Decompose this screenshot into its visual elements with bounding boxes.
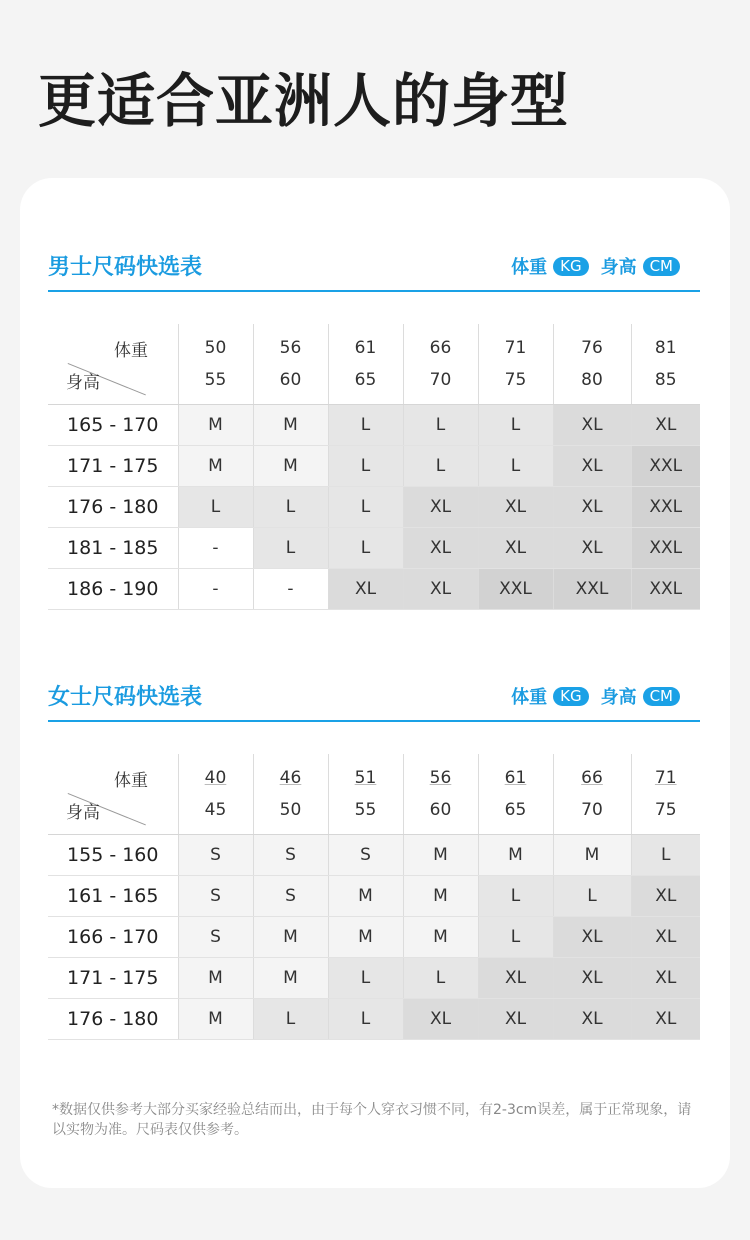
weight-range-max: 60 bbox=[279, 370, 302, 390]
weight-range-header bbox=[328, 324, 403, 405]
weight-range-min: 76 bbox=[581, 338, 603, 358]
size-cell: M bbox=[328, 917, 403, 958]
height-unit-label: 身高 bbox=[600, 687, 637, 708]
size-cell: XL bbox=[478, 528, 553, 569]
corner-height-label: 身高 bbox=[66, 373, 100, 393]
weight-range-min: 56 bbox=[279, 338, 302, 358]
size-table-row bbox=[48, 528, 700, 569]
weight-range-max: 85 bbox=[654, 370, 677, 390]
weight-range-header bbox=[253, 754, 328, 835]
weight-range-max: 70 bbox=[581, 800, 603, 820]
women-size-table bbox=[48, 754, 700, 1040]
size-table-row bbox=[48, 958, 700, 999]
size-cell: S bbox=[253, 835, 328, 876]
weight-range-header bbox=[631, 754, 700, 835]
corner-diagonal-label bbox=[48, 754, 176, 834]
weight-range-header bbox=[403, 324, 478, 405]
weight-range-max: 80 bbox=[581, 370, 603, 390]
height-range-cell: 165 - 170 bbox=[48, 405, 178, 446]
size-cell: XL bbox=[631, 917, 700, 958]
weight-range-min: 71 bbox=[504, 338, 527, 358]
weight-range-min: 66 bbox=[581, 768, 603, 788]
size-cell: M bbox=[253, 405, 328, 446]
weight-range-min: 61 bbox=[354, 338, 377, 358]
men-section-header bbox=[48, 248, 700, 292]
size-cell: L bbox=[478, 876, 553, 917]
weight-range-max: 70 bbox=[429, 370, 452, 390]
weight-range-header bbox=[631, 324, 700, 405]
corner-diagonal-label bbox=[48, 324, 176, 404]
size-cell: M bbox=[403, 876, 478, 917]
weight-range-max: 45 bbox=[204, 800, 227, 820]
size-cell: XL bbox=[478, 958, 553, 999]
size-table-row bbox=[48, 446, 700, 487]
size-cell: L bbox=[328, 528, 403, 569]
weight-range-header bbox=[478, 754, 553, 835]
size-cell: XL bbox=[553, 958, 631, 999]
corner-weight-label: 体重 bbox=[114, 771, 148, 791]
size-cell: S bbox=[253, 876, 328, 917]
size-cell: M bbox=[553, 835, 631, 876]
weight-range-max: 55 bbox=[354, 800, 377, 820]
size-cell: XL bbox=[403, 487, 478, 528]
size-cell: XL bbox=[553, 446, 631, 487]
size-chart-card bbox=[20, 178, 730, 1188]
size-cell: L bbox=[328, 958, 403, 999]
weight-range-max: 75 bbox=[654, 800, 677, 820]
men-size-table bbox=[48, 324, 700, 610]
size-table-row bbox=[48, 569, 700, 610]
size-cell: XL bbox=[328, 569, 403, 610]
size-cell: L bbox=[478, 917, 553, 958]
size-table-row bbox=[48, 835, 700, 876]
men-section-title: 男士尺码快选表 bbox=[48, 255, 203, 280]
weight-range-min: 40 bbox=[204, 768, 227, 788]
size-cell: L bbox=[253, 999, 328, 1040]
size-cell: L bbox=[403, 958, 478, 999]
weight-range-max: 65 bbox=[504, 800, 527, 820]
height-range-cell: 161 - 165 bbox=[48, 876, 178, 917]
size-cell: L bbox=[328, 487, 403, 528]
size-cell: M bbox=[178, 958, 253, 999]
height-range-cell: 155 - 160 bbox=[48, 835, 178, 876]
weight-unit-label: 体重 bbox=[511, 257, 548, 278]
size-cell: XXL bbox=[478, 569, 553, 610]
height-unit-label: 身高 bbox=[600, 257, 637, 278]
weight-range-max: 60 bbox=[429, 800, 452, 820]
size-cell: L bbox=[403, 446, 478, 487]
size-cell: L bbox=[478, 446, 553, 487]
men-units-legend bbox=[511, 253, 680, 279]
size-cell: M bbox=[253, 917, 328, 958]
weight-range-max: 55 bbox=[204, 370, 227, 390]
size-cell: L bbox=[328, 999, 403, 1040]
size-cell: XL bbox=[631, 876, 700, 917]
size-cell: XXL bbox=[631, 569, 700, 610]
size-cell: L bbox=[328, 405, 403, 446]
weight-range-min: 61 bbox=[504, 768, 527, 788]
weight-range-min: 56 bbox=[429, 768, 452, 788]
size-cell: M bbox=[403, 917, 478, 958]
size-table-row bbox=[48, 876, 700, 917]
size-cell: XL bbox=[631, 405, 700, 446]
weight-range-max: 65 bbox=[354, 370, 377, 390]
header-corner-cell bbox=[48, 324, 178, 405]
size-cell: S bbox=[328, 835, 403, 876]
men-size-section bbox=[48, 248, 700, 600]
size-cell: M bbox=[253, 958, 328, 999]
weight-range-header bbox=[328, 754, 403, 835]
size-cell: XL bbox=[553, 528, 631, 569]
height-range-cell: 171 - 175 bbox=[48, 958, 178, 999]
weight-range-min: 66 bbox=[429, 338, 452, 358]
weight-unit-label: 体重 bbox=[511, 687, 548, 708]
size-cell: L bbox=[328, 446, 403, 487]
weight-range-min: 51 bbox=[354, 768, 377, 788]
size-cell: L bbox=[403, 405, 478, 446]
size-cell: XXL bbox=[631, 487, 700, 528]
disclaimer-note: *数据仅供参考大部分买家经验总结而出，由于每个人穿衣习惯不同，有2-3cm误差，属于正常现象，请以实物为准。尺码表仅供参考。 bbox=[52, 1102, 692, 1138]
size-cell: S bbox=[178, 917, 253, 958]
size-table-row bbox=[48, 405, 700, 446]
size-cell: M bbox=[178, 999, 253, 1040]
size-cell: XL bbox=[403, 569, 478, 610]
size-cell: L bbox=[178, 487, 253, 528]
weight-range-header bbox=[178, 324, 253, 405]
weight-range-header bbox=[553, 754, 631, 835]
size-table-row bbox=[48, 917, 700, 958]
weight-range-header bbox=[478, 324, 553, 405]
weight-range-header bbox=[553, 324, 631, 405]
weight-range-min: 50 bbox=[204, 338, 227, 358]
weight-range-header bbox=[253, 324, 328, 405]
size-cell: L bbox=[253, 528, 328, 569]
height-unit-badge: CM bbox=[643, 257, 680, 276]
size-table-row bbox=[48, 487, 700, 528]
size-cell: L bbox=[553, 876, 631, 917]
size-cell: M bbox=[328, 876, 403, 917]
weight-range-min: 81 bbox=[654, 338, 677, 358]
weight-range-header bbox=[403, 754, 478, 835]
size-cell: L bbox=[478, 405, 553, 446]
size-cell: XL bbox=[553, 999, 631, 1040]
weight-unit-badge: KG bbox=[553, 257, 588, 276]
height-range-cell: 176 - 180 bbox=[48, 999, 178, 1040]
page-headline: 更适合亚洲人的身型 bbox=[38, 67, 570, 135]
size-cell: S bbox=[178, 876, 253, 917]
size-cell: M bbox=[178, 405, 253, 446]
size-cell: - bbox=[178, 569, 253, 610]
size-cell: M bbox=[403, 835, 478, 876]
corner-height-label: 身高 bbox=[66, 803, 100, 823]
women-section-header bbox=[48, 678, 700, 722]
height-range-cell: 166 - 170 bbox=[48, 917, 178, 958]
weight-range-header bbox=[178, 754, 253, 835]
size-cell: XXL bbox=[553, 569, 631, 610]
weight-range-max: 75 bbox=[504, 370, 527, 390]
women-section-title: 女士尺码快选表 bbox=[48, 685, 203, 710]
size-cell: XL bbox=[403, 528, 478, 569]
women-units-legend bbox=[511, 683, 680, 709]
height-unit-badge: CM bbox=[643, 687, 680, 706]
size-cell: - bbox=[178, 528, 253, 569]
height-range-cell: 186 - 190 bbox=[48, 569, 178, 610]
size-cell: XXL bbox=[631, 446, 700, 487]
header-corner-cell bbox=[48, 754, 178, 835]
size-cell: XL bbox=[553, 917, 631, 958]
weight-range-min: 71 bbox=[654, 768, 677, 788]
corner-weight-label: 体重 bbox=[114, 341, 148, 361]
size-cell: XL bbox=[478, 487, 553, 528]
height-range-cell: 176 - 180 bbox=[48, 487, 178, 528]
size-cell: S bbox=[178, 835, 253, 876]
size-cell: XXL bbox=[631, 528, 700, 569]
height-range-cell: 181 - 185 bbox=[48, 528, 178, 569]
weight-range-min: 46 bbox=[279, 768, 302, 788]
size-cell: M bbox=[253, 446, 328, 487]
size-cell: L bbox=[631, 835, 700, 876]
size-cell: M bbox=[178, 446, 253, 487]
size-cell: XL bbox=[553, 405, 631, 446]
weight-unit-badge: KG bbox=[553, 687, 588, 706]
size-cell: XL bbox=[478, 999, 553, 1040]
size-table-row bbox=[48, 999, 700, 1040]
size-cell: XL bbox=[553, 487, 631, 528]
height-range-cell: 171 - 175 bbox=[48, 446, 178, 487]
size-cell: XL bbox=[631, 999, 700, 1040]
size-cell: M bbox=[478, 835, 553, 876]
weight-range-max: 50 bbox=[279, 800, 302, 820]
size-cell: L bbox=[253, 487, 328, 528]
women-size-section bbox=[48, 678, 700, 1030]
size-cell: XL bbox=[631, 958, 700, 999]
size-cell: - bbox=[253, 569, 328, 610]
size-cell: XL bbox=[403, 999, 478, 1040]
